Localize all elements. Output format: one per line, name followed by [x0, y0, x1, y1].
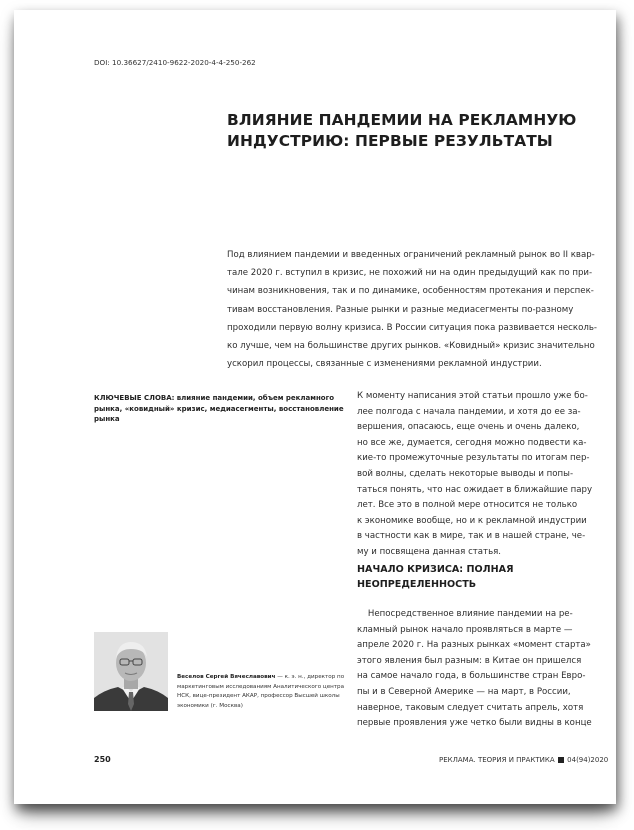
author-info	[177, 673, 347, 711]
intro-line: кие-то промежуточные результаты по итогам пер-	[357, 453, 590, 464]
section-heading	[357, 562, 602, 592]
intro-line: му и посвящена данная статья.	[357, 546, 502, 557]
keywords-block	[94, 393, 344, 425]
abstract-line: проходили первую волну кризиса. В России ситуация пока развивается несколь-	[227, 322, 597, 333]
author-line: НСК, вице-президент АКАР, профессор Высшей школы	[177, 693, 340, 700]
intro-line: лет. Все это в полной мере относится не только	[357, 500, 578, 511]
article-title-line: ВЛИЯНИЕ ПАНДЕМИИ НА РЕКЛАМНУЮ	[227, 111, 577, 129]
intro-line: К моменту написания этой статьи прошло уже бо-	[357, 391, 588, 401]
abstract-line: ко лучше, чем на большинстве других рынков. «Ковидный» кризис значительно	[227, 341, 595, 352]
section-line: этого явления был разным: в Китае он пришелся	[357, 655, 582, 666]
doi-line: DOI: 10.36627/2410-9622-2020-4-4-250-262	[94, 58, 256, 67]
author-photo	[94, 632, 168, 711]
intro-line: к экономике вообще, но и к рекламной индустрии	[357, 515, 587, 526]
article-title	[227, 110, 587, 152]
intro-line: таться понять, что нас ожидает в ближайшие пару	[357, 484, 593, 495]
abstract	[227, 246, 599, 373]
section-paragraph	[357, 607, 602, 732]
keywords-line: рынка	[94, 415, 120, 424]
abstract-line: ускорил процессы, связанные с изменениями рекламной индустрии.	[227, 359, 542, 370]
section-heading-line: НЕОПРЕДЕЛЕННОСТЬ	[357, 579, 477, 590]
section-line: пы и в Северной Америке — на март, в России,	[357, 686, 571, 697]
abstract-line: тале 2020 г. вступил в кризис, не похожий ни на один предыдущий как по при-	[227, 268, 593, 279]
abstract-line: тивам восстановления. Разные рынки и разные медиасегменты по-разному	[227, 304, 574, 315]
section-line: первые проявления уже четко были видны в конце	[357, 718, 592, 729]
page-number: 250	[94, 755, 111, 764]
author-line: — к. э. н., директор по	[275, 674, 345, 680]
section-line: на самое начало года, в большинстве стран Евро-	[357, 671, 586, 682]
keywords-line: рынка, «ковидный» кризис, медиасегменты, восстановление	[94, 404, 344, 413]
intro-line: вершения, опасаюсь, еще очень и очень далеко,	[357, 422, 580, 433]
author-line: экономики (г. Москва)	[177, 702, 243, 709]
author-line: маркетинговым исследованиям Аналитического центра	[177, 683, 345, 690]
intro-line: но все же, думается, сегодня можно подвести ка-	[357, 437, 587, 448]
journal-name: РЕКЛАМА. ТЕОРИЯ И ПРАКТИКА	[439, 756, 555, 764]
issue-number: 04(94)2020	[567, 756, 609, 764]
square-separator-icon	[558, 757, 564, 763]
intro-paragraph	[357, 389, 602, 561]
intro-line: лее полгода с начала пандемии, и хотя до ее за-	[357, 406, 581, 417]
keywords-label: КЛЮЧЕВЫЕ СЛОВА:	[94, 394, 175, 402]
section-line: наверное, таковым следует считать апрель, хотя	[357, 702, 584, 713]
section-line: апреле 2020 г. На разных рынках «момент старта»	[357, 640, 591, 651]
section-heading-line: НАЧАЛО КРИЗИСА: ПОЛНАЯ	[357, 564, 514, 575]
journal-page	[14, 10, 616, 804]
running-footer	[439, 756, 609, 764]
section-line: Непосредственное влияние пандемии на ре-	[357, 609, 573, 619]
author-name: Веселов Сергей Вячеславович	[177, 674, 276, 680]
abstract-line: чинам возникновения, так и по динамике, особенностям протекания и перспек-	[227, 286, 594, 297]
keywords-line: влияние пандемии, объем рекламного	[176, 394, 335, 402]
intro-line: в частности как в мире, так и в нашей стране, че-	[357, 531, 586, 542]
abstract-line: Под влиянием пандемии и введенных ограничений рекламный рынок во II квар-	[227, 250, 595, 260]
section-line: кламный рынок начало проявляться в марте —	[357, 624, 573, 635]
intro-line: вой волны, сделать некоторые выводы и попы-	[357, 468, 574, 479]
article-title-line: ИНДУСТРИЮ: ПЕРВЫЕ РЕЗУЛЬТАТЫ	[227, 132, 553, 150]
